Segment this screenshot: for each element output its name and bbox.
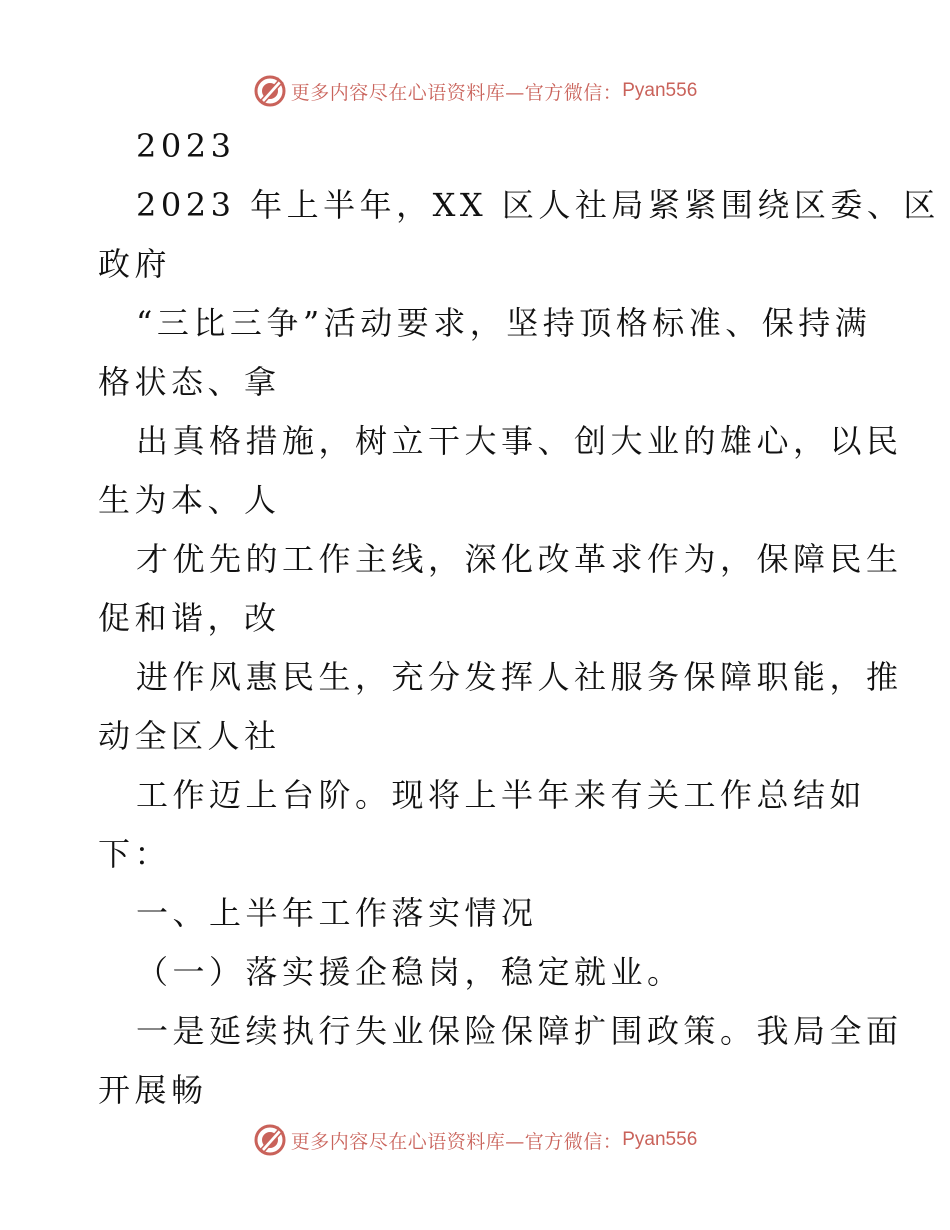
doc-line-7: 生为本、人 [98,481,281,519]
doc-line-9: 促和谐，改 [98,599,281,637]
doc-line-1: 2023 [136,127,236,165]
doc-line-16: 一是延续执行失业保险保障扩围政策。我局全面 [136,1012,903,1050]
pen-logo-icon [253,1123,287,1157]
pen-logo-icon [253,74,287,108]
header-watermark-wechat-id: Pyan556 [622,80,698,101]
footer-watermark-text: 更多内容尽在心语资料库—官方微信： [290,1130,623,1153]
doc-line-10: 进作风惠民生，充分发挥人社服务保障职能，推 [136,658,903,696]
doc-line-2: 2023 年上半年，XX 区人社局紧紧围绕区委、区 [136,186,940,224]
doc-line-5: 格状态、拿 [98,363,281,401]
doc-line-11: 动全区人社 [98,717,281,755]
header-watermark-banner [0,71,950,111]
doc-line-8: 才优先的工作主线，深化改革求作为，保障民生 [136,540,903,578]
doc-line-4: “三比三争”活动要求，坚持顶格标准、保持满 [136,304,872,342]
header-watermark-text: 更多内容尽在心语资料库—官方微信： [290,81,623,104]
doc-line-13: 下： [98,835,172,873]
doc-line-3: 政府 [98,245,172,283]
doc-line-6: 出真格措施，树立干大事、创大业的雄心，以民 [136,422,903,460]
section-heading: 一、上半年工作落实情况 [136,894,538,932]
doc-line-12: 工作迈上台阶。现将上半年来有关工作总结如 [136,776,867,814]
footer-watermark-banner [0,1120,950,1160]
footer-watermark-wechat-id: Pyan556 [622,1129,698,1150]
subsection-heading: （一）落实援企稳岗，稳定就业。 [136,953,684,991]
doc-line-17: 开展畅 [98,1071,208,1109]
